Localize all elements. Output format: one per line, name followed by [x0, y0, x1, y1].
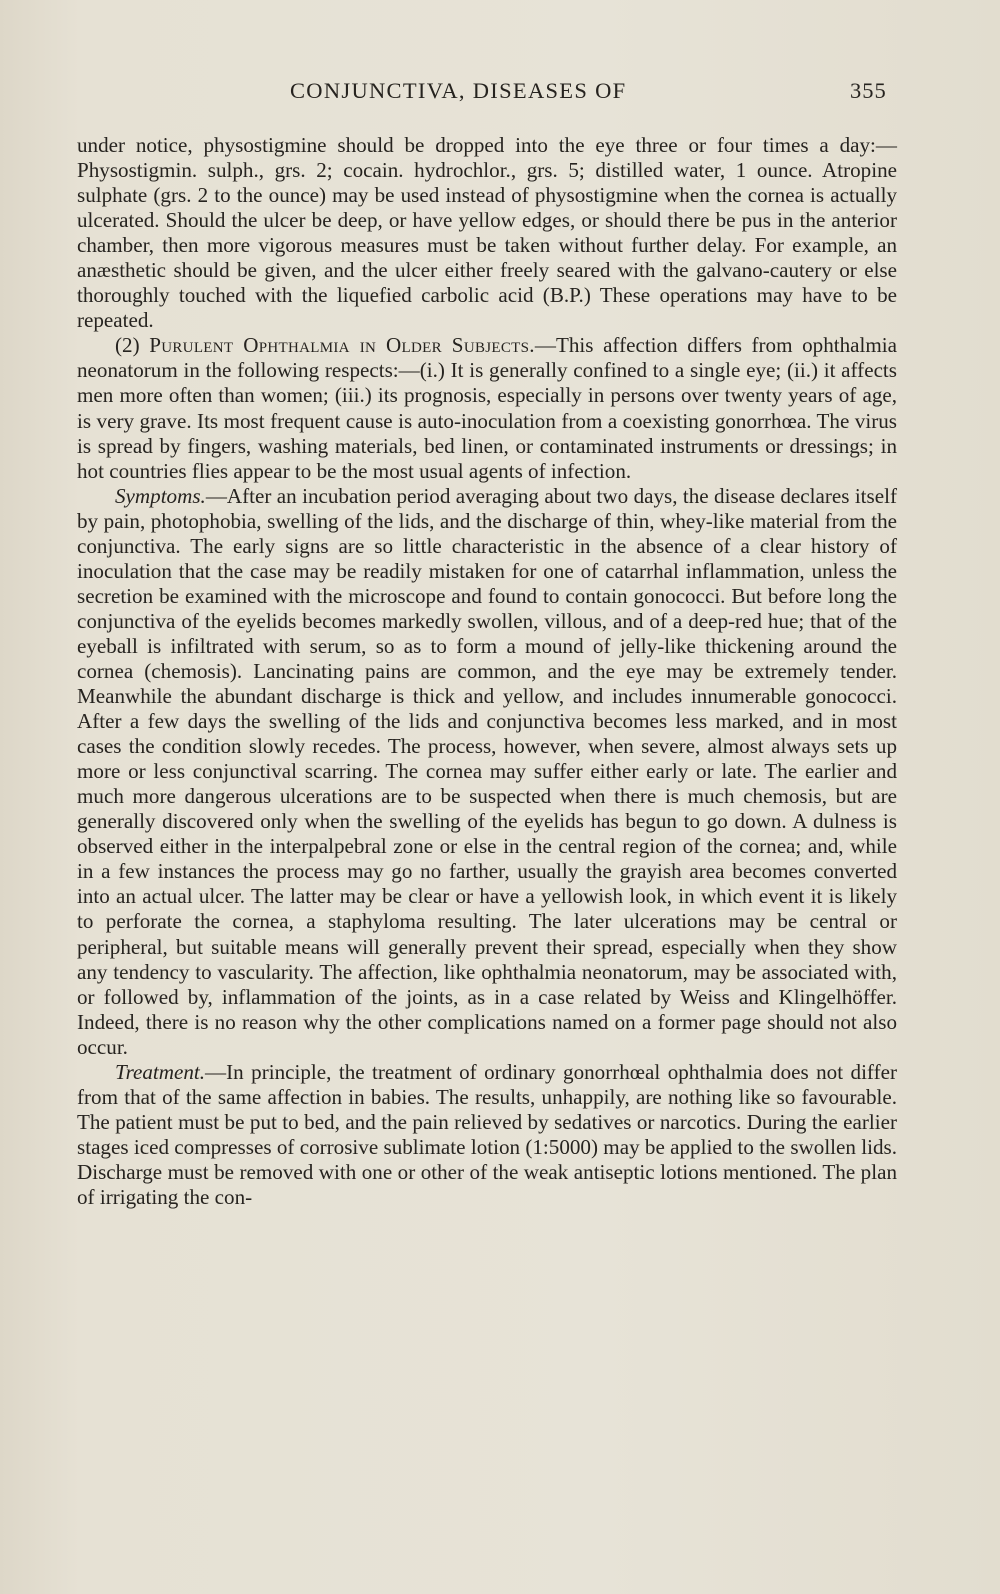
- paragraph-text: —After an incubation period averaging about two days, the disease declares itself by pain, photophobia, swelling of the lids, and the discharge of thin, whey-like material from the conjunctiva. The early signs are so little characteristic in the absence of a clear history of inoculation that the case may be readily mistaken for one of catarrhal inflammation, unless the secretion be examined with the microscope and found to contain gonococci. But before long the conjunctiva of the eyelids becomes markedly swollen, villous, and of a deep-red hue; that of the eyeball is infiltrated with serum, so as to form a mound of jelly-like thickening around the cornea (chemosis). Lancinating pains are common, and the eye may be extremely tender. Meanwhile the abundant discharge is thick and yellow, and includes innumerable gonococci. After a few days the swelling of the lids and conjunctiva becomes less marked, and in most cases the condition slowly recedes. The process, however, when severe, almost always sets up more or less conjunctival scarring. The cornea may suffer either early or late. The earlier and much more dangerous ulcerations are to be suspected when there is much chemosis, but are generally discovered only when the swelling of the eyelids has begun to go down. A dulness is observed either in the interpalpebral zone or else in the central region of the cornea; and, while in a few instances the process may go no farther, usually the grayish area becomes converted into an actual ulcer. The latter may be clear or have a yellowish look, in which event it is likely to perforate the cornea, a staphyloma resulting. The later ulcerations may be central or peripheral, but suitable means will generally prevent their spread, especially when they show any tendency to vascularity. The affection, like ophthalmia neonatorum, may be associated with, or followed by, inflammation of the joints, as in a case related by Weiss and Klingelhöffer. Indeed, there is no reason why the other complications named on a former page should not also occur.: [77, 483, 897, 1059]
- paragraph-purulent-ophthalmia: [77, 333, 897, 483]
- page-header: [0, 78, 1000, 110]
- page-number: 355: [850, 78, 887, 103]
- paragraph-symptoms: [77, 484, 897, 1060]
- section-heading: Purulent Ophthalmia in Older Subjects.: [149, 333, 535, 358]
- section-number: (2): [115, 333, 140, 358]
- paragraph-continuation: [77, 133, 897, 333]
- paragraph-text: —In principle, the treatment of ordinary gonorrhœal ophthalmia does not differ from that of the same affection in babies. The results, unhappily, are nothing like so favourable. The patient must be put to bed, and the pain relieved by sedatives or narcotics. During the earlier stages iced compresses of corrosive sublimate lotion (1:5000) may be applied to the swollen lids. Discharge must be removed with one or other of the weak antiseptic lotions mentioned. The plan of irrigating the con-: [77, 1059, 897, 1209]
- paragraph-text: under notice, physostigmine should be dropped into the eye three or four times a day:—Physostigmin. sulph., grs. 2; cocain. hydrochlor., grs. 5; distilled water, 1 ounce. Atropine sulphate (grs. 2 to the ounce) may be used instead of physostigmine when the cornea is actually ulcerated. Should the ulcer be deep, or have yellow edges, or should there be pus in the anterior chamber, then more vigorous measures must be taken without further delay. For example, an anæsthetic should be given, and the ulcer either freely seared with the galvano-cautery or else thoroughly touched with the liquefied carbolic acid (B.P.) These operations may have to be repeated.: [77, 133, 897, 333]
- body-text: [77, 133, 897, 1210]
- subsection-heading: Treatment.: [115, 1059, 206, 1084]
- subsection-heading: Symptoms.: [115, 483, 206, 508]
- paragraph-treatment: [77, 1060, 897, 1210]
- running-title: CONJUNCTIVA, DISEASES OF: [290, 78, 627, 103]
- paragraph-text: —This affection differs from ophthalmia neonatorum in the following respects:—(i.) It is generally confined to a single eye; (ii.) it affects men more often than women; (iii.) its prognosis, especially in persons over twenty years of age, is very grave. Its most frequent cause is auto-inoculation from a coexisting gonorrhœa. The virus is spread by fingers, washing materials, bed linen, or contaminated instruments or dressings; in hot countries flies appear to be the most usual agents of infection.: [77, 333, 897, 483]
